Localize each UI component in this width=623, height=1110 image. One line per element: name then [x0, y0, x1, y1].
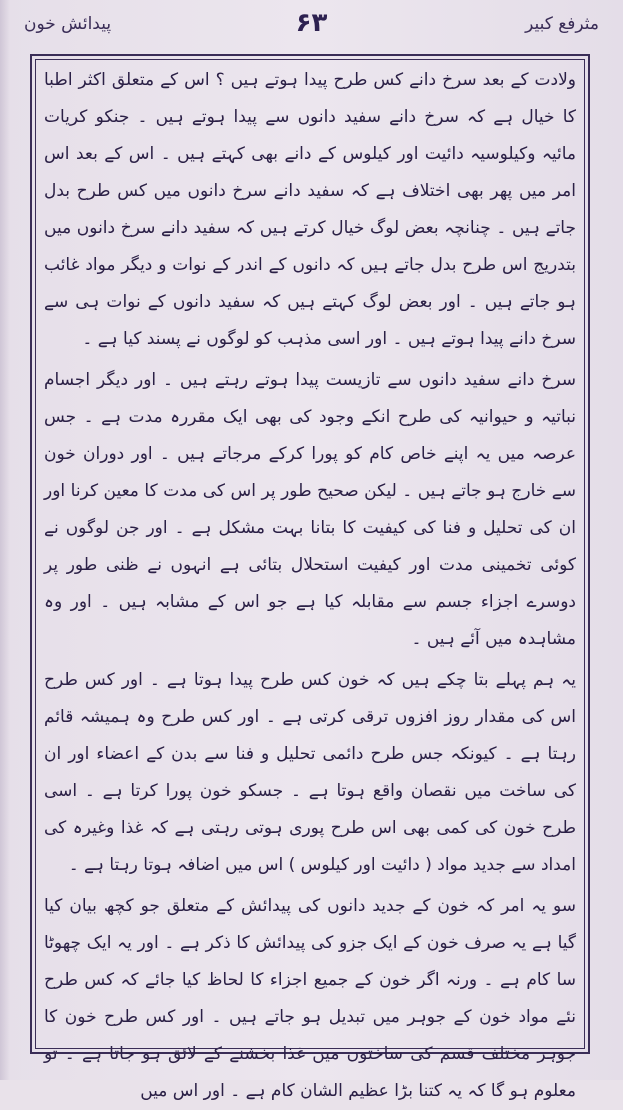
paragraph: ولادت کے بعد سرخ دانے کس طرح پیدا ہوتے ہیں ؟ اس کے متعلق اکثر اطبا کا خیال ہے کہ سرخ دانے سفید دانوں سے پیدا ہوتے ہیں ۔ جنکو کریات مائیہ وکیلوسیہ دائیت اور کیلوس کے دانے بھی کہتے ہیں ۔ اس کے بعد اس امر میں پھر بھی اختلاف ہے کہ سفید دانے سرخ دانوں میں کس طرح بدل جاتے ہیں ۔ چنانچہ بعض لوگ خیال کرتے ہیں کہ سفید دانے سرخ دانوں میں بتدریج اس طرح بدل جاتے ہیں کہ دانوں کے اندر کے نوات و دیگر مواد غائب ہو جاتے ہیں ۔ اور بعض لوگ کہتے ہیں کہ سفید دانوں کے نوات ہی سے سرخ دانے پیدا ہوتے ہیں ۔ اور اسی مذہب کو لوگوں نے پسند کیا ہے ۔	[44, 70, 576, 349]
body-text	[44, 62, 576, 1101]
page-header	[14, 6, 609, 50]
paragraph: سو یہ امر کہ خون کے جدید دانوں کی پیدائش کے متعلق جو کچھ بیان کیا گیا ہے یہ صرف خون کے ایک جزو کی پیدائش کا ذکر ہے ۔ اور یہ ایک چھوٹا سا کام ہے ۔ ورنہ اگر خون کے جمیع اجزاء کا لحاظ کیا جائے کہ کس طرح نئے مواد خون کے جوہر میں تبدیل ہو جاتے ہیں ۔ اور کس طرح خون کا جوہر مختلف قسم کی ساختوں میں غذا بخشنے کے لائق ہو جاتا ہے ۔ تو معلوم ہو گا کہ یہ کتنا بڑا عظیم الشان کام ہے ۔ اور اس میں	[44, 896, 576, 1101]
page-binding-shadow	[0, 0, 10, 1080]
page-number: ۶۳	[295, 8, 328, 38]
paragraph: سرخ دانے سفید دانوں سے تازیست پیدا ہوتے رہتے ہیں ۔ اور دیگر اجسام نباتیہ و حیوانیہ کی طرح انکے وجود کی بھی ایک مقررہ مدت ہے ۔ جس عرصہ میں یہ اپنے خاص کام کو پورا کرکے مرجاتے ہیں ۔ اور دوران خون سے خارج ہو جاتے ہیں ۔ لیکن صحیح طور پر اس کی مدت کا معین کرنا اور ان کی تحلیل و فنا کی کیفیت کا بتانا بہت مشکل ہے ۔ اور جن لوگوں نے کوئی تخمینی مدت اور کیفیت استحلال بتائی ہے انہوں نے ظنی طور پر دوسرے اجزاء جسم سے مقابلہ کیا ہے جو اس کے مشابہ ہیں ۔ اور وہ مشاہدہ میں آئے ہیں ۔	[44, 370, 576, 649]
section-title: پیدائش خون	[24, 14, 112, 34]
text-frame	[30, 54, 590, 1101]
paragraph: یہ ہم پہلے بتا چکے ہیں کہ خون کس طرح پیدا ہوتا ہے ۔ اور کس طرح اس کی مقدار روز افزوں ترقی کرتی ہے ۔ اور کس طرح وہ ہمیشہ قائم رہتا ہے ۔ کیونکہ جس طرح دائمی تحلیل و فنا سے بدن کے اعضاء اور ان کی ساخت میں نقصان واقع ہوتا ہے ۔ جسکو خون پورا کرتا ہے ۔ اسی طرح خون کی کمی بھی اس طرح پوری ہوتی رہتی ہے کہ غذا وغیرہ کی امداد سے جدید مواد ( دائیت اور کیلوس ) اس میں اضافہ ہوتا رہتا ہے ۔	[44, 670, 576, 875]
book-title: مثرفع کبیر	[525, 14, 599, 34]
